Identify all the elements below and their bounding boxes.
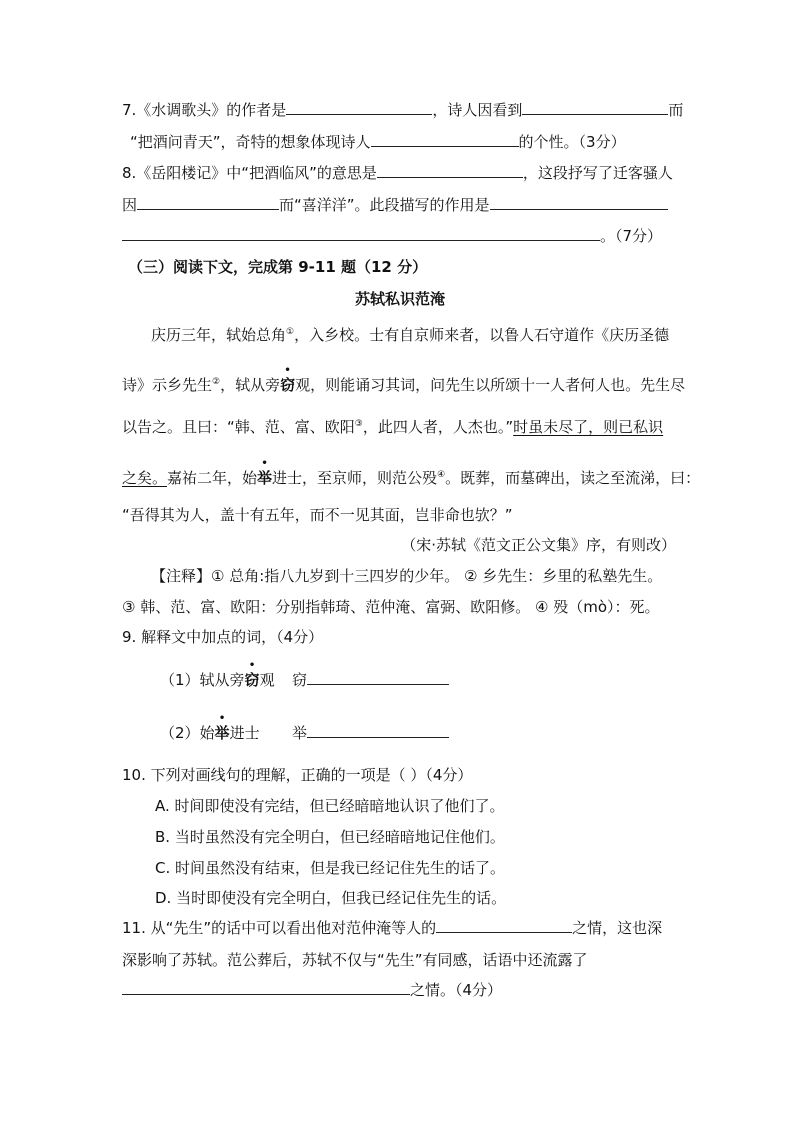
- q10-option-d[interactable]: D. 当时即使没有完全明白，但我已经记住先生的话。: [155, 889, 507, 907]
- q7-blank-saw[interactable]: [522, 100, 668, 115]
- q8-line1: [122, 163, 673, 183]
- underlined-sentence-part1: 时虽未尽了，则已私识: [513, 418, 664, 436]
- q9-dotted-ju: 举: [214, 724, 230, 742]
- q10-option-b[interactable]: B. 当时虽然没有完全明白，但已经暗暗地记住他们。: [155, 828, 505, 846]
- passage-line1: [151, 322, 669, 345]
- dotted-word-qie: 窃: [280, 376, 296, 394]
- passage-text: 进士，至京师，则范公殁: [272, 469, 438, 487]
- passage-line5: “吾得其为人，盖十有五年，而不一见其面，岂非命也欤？”: [122, 506, 513, 524]
- q11-blank-attitude[interactable]: [436, 918, 572, 933]
- q8-line3: [122, 226, 662, 246]
- q11-line2: 深影响了苏轼。范公葬后，苏轼不仅与“先生”有同感，话语中还流露了: [122, 951, 588, 969]
- q8-text-c: 因: [122, 196, 138, 214]
- q7-text-b: ，诗人因看到: [432, 101, 523, 119]
- q9-item2: [160, 723, 260, 743]
- q10-stem: 10. 下列对画线句的理解，正确的一项是（ ）（4分）: [122, 766, 473, 784]
- q9-item1-word: 窃: [292, 671, 308, 689]
- q8-blank-function-1[interactable]: [490, 195, 668, 210]
- passage-line3: [122, 414, 663, 437]
- q8-blank-because[interactable]: [137, 195, 279, 210]
- q9-item2-word: 举: [292, 724, 308, 742]
- passage-text: 庆历三年，轼始总角: [151, 326, 287, 344]
- q9-dotted-qie: 窃: [244, 671, 260, 689]
- q9-stem: 9. 解释文中加点的词，（4分）: [122, 628, 324, 646]
- passage-source: （宋·苏轼《范文正公文集》序，有则改）: [401, 536, 676, 554]
- q9-item1-answer: [292, 670, 449, 690]
- passage-text: ，入乡校。士有自京师来者，以鲁人石守道作《庆历圣德: [294, 326, 670, 344]
- passage-text: 以告之。且曰：“韩、范、富、欧阳: [122, 418, 355, 436]
- q9-blank-ju[interactable]: [307, 723, 449, 738]
- passage-text: 观，则能诵习其词，问先生以所颂十一人者何人也。先生尽: [295, 376, 686, 394]
- q11-text-d: 之情。（4分）: [410, 981, 503, 999]
- q9-item1-text: （1）轼从旁: [160, 671, 245, 689]
- underlined-sentence-part2: 之矣。: [122, 469, 168, 487]
- q7-blank-author[interactable]: [286, 100, 432, 115]
- note-mark-2: ②: [212, 377, 221, 387]
- q7-line2: [130, 132, 626, 152]
- passage-text: 诗》示乡先生: [122, 376, 213, 394]
- q11-blank-emotion[interactable]: [122, 980, 410, 995]
- q9-item1-text: 观: [259, 671, 275, 689]
- dotted-word-ju: 举: [257, 469, 273, 487]
- note-mark-3: ③: [354, 419, 363, 429]
- q8-line2: [122, 195, 668, 215]
- section-header: （三）阅读下文，完成第 9-11 题（12 分）: [128, 258, 428, 276]
- passage-text: ，轼从旁: [220, 376, 281, 394]
- q10-option-a[interactable]: A. 时间即使没有完结，但已经暗暗地认识了他们了。: [155, 797, 505, 815]
- q8-blank-function-2[interactable]: [122, 226, 600, 241]
- q7-blank-personality[interactable]: [371, 132, 519, 147]
- note-mark-1: ①: [286, 327, 295, 337]
- q9-item1: [160, 670, 275, 690]
- passage-text: 嘉祐二年，始: [167, 469, 258, 487]
- q8-text-e: 。（7分）: [600, 227, 663, 245]
- q10-option-c[interactable]: C. 时间虽然没有结束，但是我已经记住先生的话了。: [155, 859, 506, 877]
- q7-text-d: “把酒问青天”，奇特的想象体现诗人: [130, 133, 371, 151]
- q9-item2-text: 进士: [229, 724, 260, 742]
- q7-text-c: 而: [668, 101, 684, 119]
- passage-text: 。既葬，而墓碑出，读之至流涕，曰：: [445, 469, 701, 487]
- q11-text-b: 之情，这也深: [572, 919, 663, 937]
- q7-line1: [122, 100, 683, 120]
- notes-line2: ③ 韩、范、富、欧阳：分别指韩琦、范仲淹、富弼、欧阳修。 ④ 殁（mò）：死。: [122, 598, 660, 616]
- q11-text-a: 11. 从“先生”的话中可以看出他对范仲淹等人的: [122, 919, 437, 937]
- note-mark-4: ④: [437, 470, 446, 480]
- q8-text-a: 8.《岳阳楼记》中“把酒临风”的意思是: [122, 164, 377, 182]
- q7-text-e: 的个性。（3分）: [518, 133, 626, 151]
- q11-line1: [122, 918, 662, 938]
- passage-text: ，此四人者，人杰也。”: [362, 418, 514, 436]
- q7-text-a: 7.《水调歌头》的作者是: [122, 101, 287, 119]
- q9-item2-text: （2）始: [160, 724, 215, 742]
- q9-item2-answer: [292, 723, 449, 743]
- q8-text-b: ，这段抒写了迁客骚人: [522, 164, 673, 182]
- passage-title: 苏轼私识范淹: [354, 290, 445, 308]
- q9-blank-qie[interactable]: [307, 670, 449, 685]
- passage-line2: [122, 372, 685, 395]
- notes-line1: 【注释】① 总角:指八九岁到十三四岁的少年。 ② 乡先生：乡里的私塾先生。: [151, 567, 663, 585]
- passage-line4: [122, 465, 700, 488]
- q8-text-d: 而“喜洋洋”。此段描写的作用是: [279, 196, 490, 214]
- q8-blank-meaning[interactable]: [377, 163, 523, 178]
- q11-line3: [122, 980, 502, 1000]
